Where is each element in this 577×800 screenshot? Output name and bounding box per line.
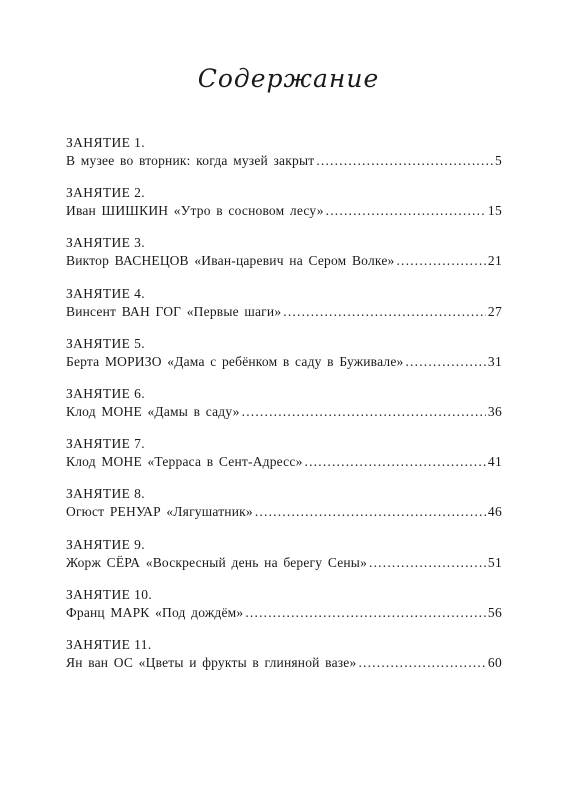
toc-entry — [66, 184, 502, 234]
page-number: 15 — [487, 203, 502, 219]
page-number: 36 — [487, 403, 502, 419]
dot-leader — [396, 252, 485, 270]
lesson-number: ЗАНЯТИЕ 1. — [66, 135, 146, 150]
toc-line[interactable] — [66, 654, 502, 672]
lesson-number: ЗАНЯТИЕ 11. — [66, 636, 152, 652]
page-number: 60 — [487, 654, 502, 670]
entry-title: Винсент ВАН ГОГ «Первые шаги» — [66, 303, 282, 319]
dot-leader — [283, 303, 486, 321]
toc-line[interactable] — [66, 152, 502, 170]
page-title: Содержание — [197, 64, 380, 93]
toc-line[interactable] — [66, 604, 502, 622]
lesson-number: ЗАНЯТИЕ 8. — [66, 486, 146, 502]
lesson-number: ЗАНЯТИЕ 3. — [66, 235, 146, 251]
toc-line[interactable] — [66, 303, 502, 321]
toc-entry — [66, 335, 502, 385]
toc-entry — [66, 385, 502, 435]
toc-line[interactable] — [66, 252, 502, 270]
page-number: 5 — [494, 153, 502, 168]
dot-leader — [255, 503, 486, 521]
dot-leader — [405, 353, 485, 371]
entry-title: В музее во вторник: когда музей закрыт — [66, 153, 315, 168]
entry-title: Клод МОНЕ «Терраса в Сент-Адресс» — [66, 454, 303, 470]
page-number: 41 — [487, 454, 502, 470]
lesson-number: ЗАНЯТИЕ 4. — [66, 285, 146, 301]
dot-leader — [326, 202, 486, 220]
toc-entry — [66, 234, 502, 284]
toc-entry — [66, 285, 502, 335]
lesson-number: ЗАНЯТИЕ 2. — [66, 185, 146, 201]
entry-title: Ян ван ОС «Цветы и фрукты в глиняной вазе» — [66, 654, 357, 670]
toc-entry — [66, 485, 502, 535]
page-number: 21 — [487, 253, 502, 269]
entry-title: Виктор ВАСНЕЦОВ «Иван-царевич на Сером Волке» — [66, 253, 395, 269]
dot-leader — [242, 403, 486, 421]
entry-title: Иван ШИШКИН «Утро в сосновом лесу» — [66, 203, 324, 219]
lesson-number: ЗАНЯТИЕ 5. — [66, 335, 146, 351]
toc-entry — [66, 636, 502, 686]
toc-entry — [66, 435, 502, 485]
dot-leader — [358, 654, 485, 672]
toc-line[interactable] — [66, 453, 502, 471]
lesson-number: ЗАНЯТИЕ 9. — [66, 536, 146, 552]
toc-entry — [66, 586, 502, 636]
dot-leader — [245, 604, 486, 622]
toc-line[interactable] — [66, 554, 502, 572]
entry-title: Клод МОНЕ «Дамы в саду» — [66, 403, 240, 419]
page-number: 51 — [487, 554, 502, 570]
page-number: 31 — [487, 353, 502, 369]
lesson-number: ЗАНЯТИЕ 10. — [66, 586, 153, 602]
page-number: 46 — [487, 504, 502, 520]
table-of-contents — [66, 134, 502, 686]
toc-line[interactable] — [66, 503, 502, 521]
entry-title: Жорж СЁРА «Воскресный день на берегу Сены» — [66, 554, 368, 570]
toc-line[interactable] — [66, 353, 502, 371]
lesson-number: ЗАНЯТИЕ 6. — [66, 385, 146, 401]
entry-title: Франц МАРК «Под дождём» — [66, 604, 244, 620]
lesson-number: ЗАНЯТИЕ 7. — [66, 436, 146, 452]
page-number: 27 — [487, 303, 502, 319]
dot-leader — [369, 554, 486, 572]
toc-entry — [66, 134, 502, 184]
toc-line[interactable] — [66, 202, 502, 220]
toc-line[interactable] — [66, 403, 502, 421]
toc-entry — [66, 536, 502, 586]
dot-leader — [316, 152, 493, 170]
entry-title: Огюст РЕНУАР «Лягушатник» — [66, 504, 253, 520]
entry-title: Берта МОРИЗО «Дама с ребёнком в саду в Буживале» — [66, 353, 404, 369]
dot-leader — [305, 453, 486, 471]
page-number: 56 — [487, 604, 502, 620]
